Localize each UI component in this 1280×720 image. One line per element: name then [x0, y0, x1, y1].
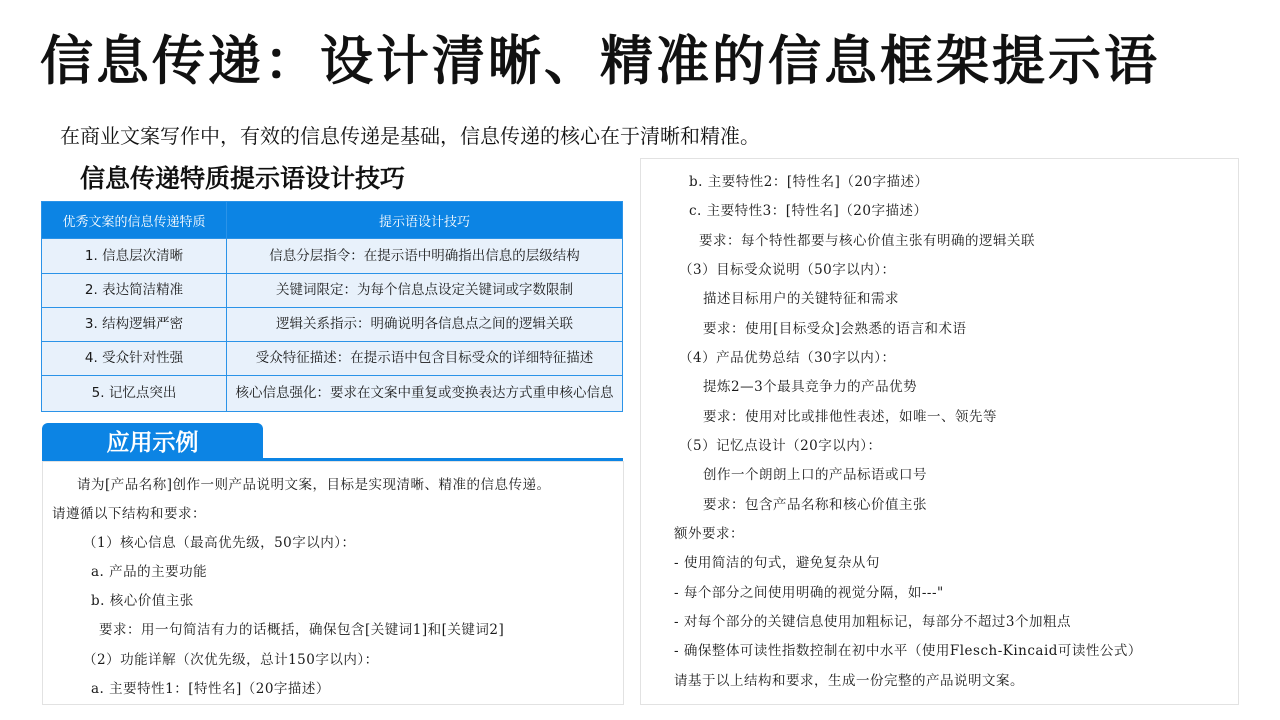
- prompt-line: 要求：使用[目标受众]会熟悉的语言和术语: [703, 321, 967, 337]
- table-header-trait: 优秀文案的信息传递特质: [42, 202, 227, 239]
- prompt-line: b. 核心价值主张: [91, 593, 194, 609]
- table-row: [42, 239, 623, 274]
- prompt-line: 请为[产品名称]创作一则产品说明文案，目标是实现清晰、精准的信息传递。: [77, 477, 551, 493]
- prompt-line: （4）产品优势总结（30字以内）：: [679, 350, 896, 366]
- prompt-line: 请基于以上结构和要求，生成一份完整的产品说明文案。: [674, 673, 1024, 689]
- prompt-line: 要求：每个特性都要与核心价值主张有明确的逻辑关联: [699, 233, 1035, 249]
- prompt-line: c. 主要特性3：[特性名]（20字描述）: [689, 203, 928, 219]
- table-cell-trait: 2. 表达简洁精准: [42, 274, 227, 308]
- prompt-line: - 每个部分之间使用明确的视觉分隔，如---": [674, 585, 944, 601]
- table-cell-trait: 5. 记忆点突出: [42, 376, 227, 412]
- prompt-line: 描述目标用户的关键特征和需求: [703, 291, 899, 307]
- prompt-line: - 使用简洁的句式，避免复杂从句: [674, 555, 880, 571]
- prompt-line: a. 主要特性1：[特性名]（20字描述）: [91, 681, 330, 697]
- prompt-line: （1）核心信息（最高优先级，50字以内）：: [83, 535, 356, 551]
- example-prompt-right: [640, 158, 1239, 705]
- table-row: [42, 376, 623, 412]
- prompt-line: （2）功能详解（次优先级，总计150字以内）：: [83, 652, 379, 668]
- table-cell-technique: 逻辑关系指示：明确说明各信息点之间的逻辑关联: [227, 308, 623, 342]
- prompt-line: b. 主要特性2：[特性名]（20字描述）: [689, 174, 929, 190]
- table-cell-technique: 受众特征描述：在提示语中包含目标受众的详细特征描述: [227, 342, 623, 376]
- prompt-line: 要求：使用对比或排他性表述，如唯一、领先等: [703, 409, 997, 425]
- prompt-line: 额外要求：: [674, 526, 744, 542]
- prompt-line: （5）记忆点设计（20字以内）：: [679, 438, 882, 454]
- prompt-line: 要求：包含产品名称和核心价值主张: [703, 497, 927, 513]
- example-tab: 应用示例: [42, 423, 263, 460]
- prompt-line: 要求：用一句简洁有力的话概括，确保包含[关键词1]和[关键词2]: [99, 622, 505, 638]
- table-cell-technique: 信息分层指令：在提示语中明确指出信息的层级结构: [227, 239, 623, 274]
- table-header-row: [42, 202, 623, 239]
- table-row: [42, 342, 623, 376]
- table-cell-trait: 1. 信息层次清晰: [42, 239, 227, 274]
- prompt-line: （3）目标受众说明（50字以内）：: [679, 262, 896, 278]
- example-prompt-left: [42, 461, 624, 705]
- table-row: [42, 274, 623, 308]
- table-cell-technique: 核心信息强化：要求在文案中重复或变换表达方式重申核心信息: [227, 376, 623, 412]
- page-title: 信息传递：设计清晰、精准的信息框架提示语: [40, 31, 1160, 92]
- prompt-line: - 对每个部分的关键信息使用加粗标记，每部分不超过3个加粗点: [674, 614, 1071, 630]
- prompt-line: a. 产品的主要功能: [91, 564, 208, 580]
- table-title: 信息传递特质提示语设计技巧: [80, 164, 406, 193]
- tips-table: [41, 201, 623, 412]
- prompt-line: - 确保整体可读性指数控制在初中水平（使用Flesch-Kincaid可读性公式）: [674, 643, 1142, 659]
- table-header-technique: 提示语设计技巧: [227, 202, 623, 239]
- prompt-line: 请遵循以下结构和要求：: [52, 506, 206, 522]
- intro-text: 在商业文案写作中，有效的信息传递是基础，信息传递的核心在于清晰和精准。: [60, 124, 760, 148]
- table-cell-trait: 4. 受众针对性强: [42, 342, 227, 376]
- prompt-line: 提炼2—3个最具竞争力的产品优势: [703, 379, 918, 395]
- table-row: [42, 308, 623, 342]
- table-cell-technique: 关键词限定：为每个信息点设定关键词或字数限制: [227, 274, 623, 308]
- prompt-line: 创作一个朗朗上口的产品标语或口号: [703, 467, 927, 483]
- table-cell-trait: 3. 结构逻辑严密: [42, 308, 227, 342]
